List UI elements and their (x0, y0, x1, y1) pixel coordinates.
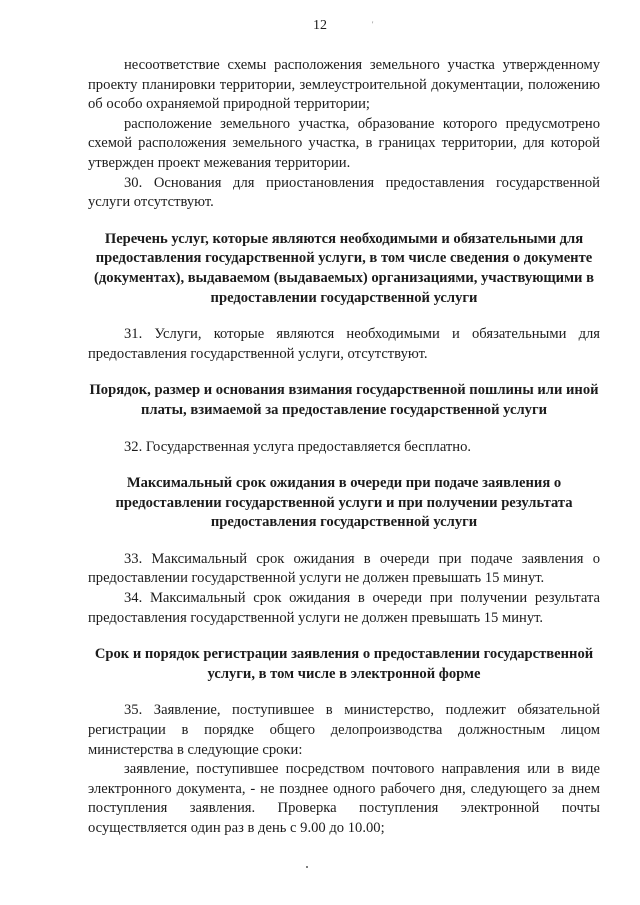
heading-required-services: Перечень услуг, которые являются необходимыми и обязательными для предоставления государственной услуги, в том числе сведения о документе (документах), выдаваемом (выдаваемых) организациями, участвующими в предоставлении государственной услуги (94, 230, 594, 306)
paragraph-33: 33. Максимальный срок ожидания в очереди при подаче заявления о предоставлении государственной услуги не должен превышать 15 минут. (88, 550, 600, 587)
page-content (88, 56, 600, 839)
paragraph-30: 30. Основания для приостановления предоставления государственной услуги отсутствуют. (88, 174, 600, 211)
scan-mark: ' (372, 20, 374, 29)
scan-dot (306, 866, 308, 868)
paragraph-mismatch-condition: несоответствие схемы расположения земельного участка утвержденному проекту планировки территории, землеустроительной документации, положению об особо охраняемой природной территории; (88, 57, 600, 113)
paragraph-32: 32. Государственная услуга предоставляется бесплатно. (124, 438, 472, 455)
paragraph-location-condition: расположение земельного участка, образование которого предусмотрено схемой расположения земельного участка, в границах территории, для которой утвержден проект межевания территории. (88, 115, 600, 171)
paragraph-postal-electronic: заявление, поступившее посредством почтового направления или в виде электронного документа, - не позднее одного рабочего дня, следующего за днем поступления заявления. Проверка поступления электронной почты осуществляется один раз в день с 9.00 до 10.00; (88, 761, 600, 836)
paragraph-31: 31. Услуги, которые являются необходимыми и обязательными для предоставления государственной услуги, отсутствуют. (88, 326, 600, 362)
paragraph-34: 34. Максимальный срок ожидания в очереди при получении результата предоставления государственной услуги не должен превышать 15 минут. (88, 590, 600, 626)
heading-registration-terms: Срок и порядок регистрации заявления о предоставлении государственной услуги, в том числе в электронной форме (94, 646, 594, 682)
paragraph-35: 35. Заявление, поступившее в министерство, подлежит обязательной регистрации в порядке общего делопроизводства должностным лицом министерства в следующие сроки: (88, 702, 600, 758)
heading-state-fee: Порядок, размер и основания взимания государственной пошлины или иной платы, взимаемой за предоставление государственной услуги (89, 382, 599, 418)
heading-queue-waiting-time: Максимальный срок ожидания в очереди при подаче заявления о предоставлении государственной услуги и при получении результата предоставления государственной услуги (115, 475, 573, 531)
page-number: 12 (313, 18, 327, 33)
